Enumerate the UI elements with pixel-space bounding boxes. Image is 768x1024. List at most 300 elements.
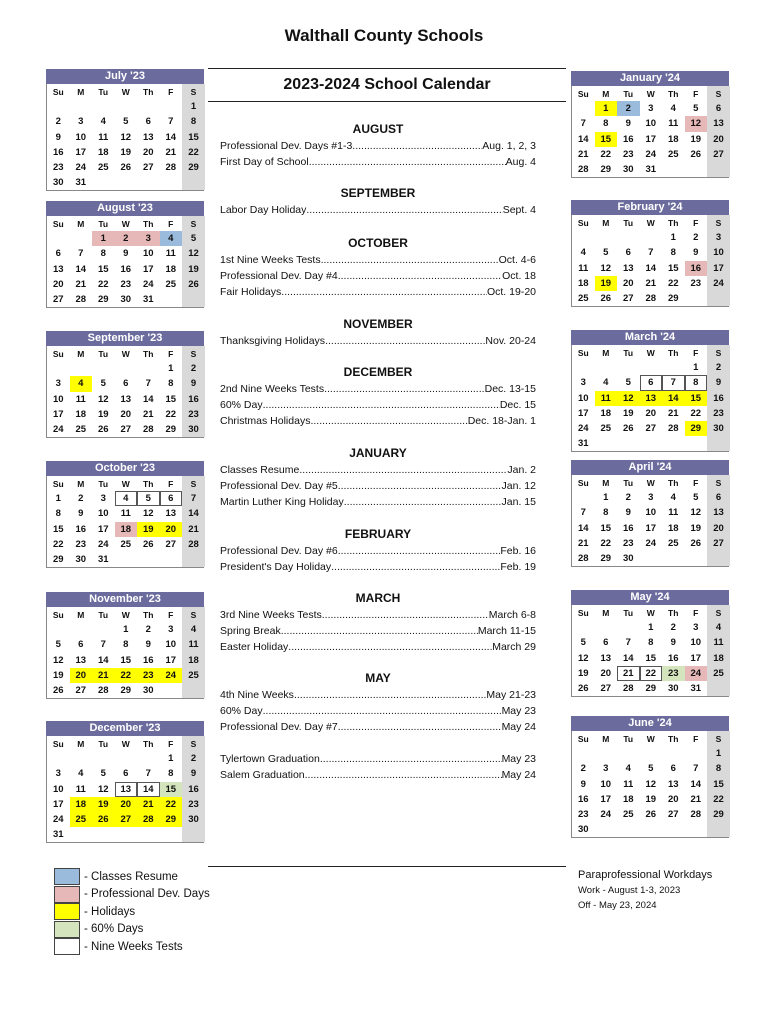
calendar-day: 20 [622,277,634,289]
calendar-day: 11 [595,391,618,406]
calendar-day: 3 [707,230,730,245]
empty-day [70,361,93,376]
weekday-header: S [182,216,205,231]
weekday-header: Th [143,86,154,97]
calendar-day: 9 [182,376,205,391]
empty-day [160,292,183,307]
month-grid [46,84,204,191]
empty-day [47,99,70,114]
calendar-day: 28 [182,537,205,552]
empty-day [595,746,618,761]
calendar-day: 25 [600,423,612,435]
para-work: Work - August 1-3, 2023 [578,885,681,896]
legend-swatch [54,868,80,885]
weekday-header: F [168,86,174,97]
calendar-day: 31 [690,683,702,695]
calendar-day: 16 [75,523,87,535]
calendar-day: 18 [577,277,589,289]
calendar-day: 29 [645,683,657,695]
calendar-day: 17 [52,408,64,420]
empty-day [595,822,618,837]
calendar-day: 3 [137,231,160,246]
calendar-day: 8 [100,248,106,260]
month-calendar [46,69,204,191]
calendar-day: 18 [667,133,679,145]
empty-day [707,162,730,177]
event-row [220,751,536,767]
calendar-day: 4 [580,247,586,259]
calendar-day: 18 [600,407,612,419]
weekday-header: M [77,348,85,359]
calendar-day: 7 [580,118,586,130]
weekday-header: Th [668,477,679,488]
calendar-day: 23 [707,406,730,421]
month-grid [46,346,204,438]
event-date: May 23 [501,705,536,717]
calendar-day: 29 [52,554,64,566]
weekday-header: Su [577,347,589,358]
calendar-day: 4 [182,622,205,637]
calendar-day: 26 [690,148,702,160]
event-section [220,444,536,510]
calendar-day: 12 [142,508,154,520]
calendar-day: 29 [685,421,708,436]
empty-day [595,360,618,375]
event-label: 60% Day [220,399,263,411]
dot-leader [344,494,502,510]
event-date: Feb. 19 [500,561,536,573]
calendar-day: 3 [648,103,654,115]
calendar-day: 21 [667,407,679,419]
month-title: April '24 [571,460,729,475]
calendar-day: 6 [123,768,129,780]
calendar-day: 25 [120,538,132,550]
calendar-day: 27 [142,162,154,174]
calendar-day: 1 [595,101,618,116]
event-date: Jan. 2 [507,464,536,476]
event-label: 60% Day [220,705,263,717]
calendar-day: 28 [577,553,589,565]
calendar-day: 24 [600,809,612,821]
calendar-day: 17 [52,798,64,810]
calendar-day: 19 [690,133,702,145]
calendar-day: 8 [685,375,708,390]
calendar-day: 20 [70,668,93,683]
calendar-day: 8 [603,507,609,519]
event-row [220,381,536,397]
calendar-day: 19 [622,407,634,419]
calendar-day: 7 [662,375,685,390]
calendar-day: 31 [645,164,657,176]
calendar-day: 12 [97,783,109,795]
dot-leader [281,623,478,639]
month-title: February '24 [571,200,729,215]
empty-day [137,751,160,766]
month-calendar [46,721,204,843]
event-section [220,363,536,429]
calendar-day: 21 [577,537,589,549]
dot-leader [305,767,502,783]
empty-day [92,751,115,766]
calendar-day: 1 [670,232,676,244]
calendar-day: 17 [142,263,154,275]
calendar-day: 2 [625,492,631,504]
empty-day [92,622,115,637]
calendar-day: 7 [648,247,654,259]
calendar-day: 12 [685,116,708,131]
weekday-header: Th [143,478,154,489]
weekday-header: M [602,477,610,488]
empty-day [70,751,93,766]
month-title: March '24 [571,330,729,345]
calendar-day: 29 [182,160,205,175]
calendar-day: 19 [690,522,702,534]
calendar-day: 19 [645,793,657,805]
legend-item [54,938,210,956]
calendar-day: 18 [115,522,138,537]
calendar-day: 2 [115,231,138,246]
dot-leader [325,333,485,349]
dot-leader [322,607,489,623]
paraprofessional-workdays [578,868,712,913]
empty-day [70,99,93,114]
weekday-header: F [693,733,699,744]
calendar-day: 27 [165,538,177,550]
month-grid [571,215,729,307]
calendar-day: 9 [707,375,730,390]
weekday-header: S [182,607,205,622]
calendar-day: 16 [622,522,634,534]
calendar-day: 25 [667,148,679,160]
month-title: May '24 [571,590,729,605]
calendar-day: 12 [690,507,702,519]
calendar-day: 24 [707,276,730,291]
calendar-day: 14 [97,654,109,666]
calendar-day: 23 [75,538,87,550]
event-row [220,607,536,623]
event-date: Dec. 13-15 [484,383,536,395]
dot-leader [309,154,506,170]
calendar-day: 15 [707,777,730,792]
dot-leader [281,284,487,300]
empty-day [640,230,663,245]
calendar-day: 24 [52,424,64,436]
month-title: December '23 [46,721,204,736]
weekday-header: S [707,86,730,101]
calendar-day: 26 [577,683,589,695]
empty-day [115,827,138,842]
empty-day [662,436,685,451]
calendar-title: 2023-2024 School Calendar [283,76,491,93]
calendar-day: 21 [617,666,640,681]
calendar-day: 10 [75,131,87,143]
weekday-header: Tu [623,347,634,358]
calendar-day: 13 [707,505,730,520]
weekday-header: M [77,738,85,749]
weekday-header: M [602,607,610,618]
event-row [220,543,536,559]
weekday-header: S [707,345,730,360]
event-section [220,525,536,575]
month-title: July '23 [46,69,204,84]
month-calendar [571,200,729,307]
calendar-day: 7 [693,763,699,775]
month-calendar [46,201,204,308]
empty-day [662,746,685,761]
calendar-day: 8 [648,637,654,649]
calendar-day: 29 [160,812,183,827]
calendar-day: 22 [97,278,109,290]
calendar-day: 2 [580,763,586,775]
calendar-day: 7 [168,116,174,128]
calendar-day: 30 [52,177,64,189]
event-date: March 11-15 [477,625,536,637]
event-label: Professional Dev. Day #7 [220,721,338,733]
calendar-day: 25 [182,668,205,683]
empty-day [685,551,708,566]
calendar-day: 13 [115,782,138,797]
month-calendar [46,331,204,438]
district-title: Walthall County Schools [284,26,484,45]
calendar-day: 23 [662,666,685,681]
section-heading: DECEMBER [343,365,413,379]
calendar-day: 20 [600,667,612,679]
event-label: 1st Nine Weeks Tests [220,254,321,266]
month-title: November '23 [46,592,204,607]
calendar-day: 27 [120,424,132,436]
weekday-header: F [168,348,174,359]
calendar-day: 7 [145,768,151,780]
weekday-header: Tu [623,733,634,744]
month-calendar [571,71,729,178]
calendar-day: 30 [577,824,589,836]
calendar-day: 6 [707,101,730,116]
event-label: First Day of School [220,156,309,168]
weekday-header: W [121,478,130,489]
calendar-day: 8 [603,118,609,130]
event-row [220,494,536,510]
calendar-day: 23 [690,277,702,289]
calendar-day: 9 [55,131,61,143]
calendar-day: 29 [97,294,109,306]
calendar-day: 25 [165,278,177,290]
calendar-day: 20 [142,146,154,158]
weekday-header: Su [52,478,64,489]
calendar-day: 26 [97,424,109,436]
calendar-day: 22 [667,277,679,289]
event-row [220,687,536,703]
weekday-header: F [693,88,699,99]
empty-day [595,620,618,635]
dot-leader [338,478,502,494]
calendar-day: 19 [92,797,115,812]
calendar-day: 29 [165,424,177,436]
calendar-day: 12 [617,391,640,406]
calendar-day: 8 [670,247,676,259]
empty-day [182,827,205,842]
legend-item [54,921,210,939]
empty-day [182,175,205,190]
empty-day [92,99,115,114]
empty-day [685,162,708,177]
empty-day [662,822,685,837]
calendar-day: 20 [645,407,657,419]
calendar-day: 19 [120,146,132,158]
calendar-day: 10 [97,508,109,520]
calendar-day: 24 [75,162,87,174]
calendar-day: 27 [75,685,87,697]
weekday-header: S [182,476,205,491]
calendar-day: 1 [182,99,205,114]
calendar-day: 19 [595,276,618,291]
weekday-header: Tu [98,348,109,359]
calendar-day: 16 [142,654,154,666]
event-row [220,202,536,218]
weekday-header: W [646,477,655,488]
weekday-header: W [121,218,130,229]
event-label: Martin Luther King Holiday [220,496,344,508]
calendar-day: 19 [52,669,64,681]
calendar-day: 21 [165,146,177,158]
weekday-header: S [182,84,205,99]
calendar-day: 5 [625,377,631,389]
calendar-day: 26 [142,538,154,550]
calendar-day: 1 [648,622,654,634]
calendar-day: 16 [182,782,205,797]
empty-day [160,552,183,567]
month-title: January '24 [571,71,729,86]
calendar-day: 15 [645,652,657,664]
calendar-day: 16 [52,146,64,158]
calendar-day: 14 [142,393,154,405]
event-label: Spring Break [220,625,281,637]
calendar-day: 20 [120,408,132,420]
calendar-day: 26 [182,277,205,292]
calendar-day: 1 [168,753,174,765]
calendar-day: 6 [670,763,676,775]
empty-day [640,551,663,566]
calendar-day: 23 [182,797,205,812]
event-date: March 29 [492,641,536,653]
empty-day [617,230,640,245]
weekday-header: W [646,217,655,228]
month-grid [46,607,204,699]
calendar-day: 9 [670,637,676,649]
section-heading: AUGUST [352,122,404,136]
calendar-day: 14 [182,506,205,521]
calendar-day: 10 [645,507,657,519]
calendar-day: 7 [100,639,106,651]
weekday-header: Su [52,738,64,749]
calendar-day: 8 [168,378,174,390]
calendar-day: 13 [142,131,154,143]
event-section [220,315,536,349]
calendar-day: 7 [145,378,151,390]
calendar-day: 8 [182,114,205,129]
weekday-header: W [121,738,130,749]
empty-day [640,822,663,837]
month-title: June '24 [571,716,729,731]
event-row [220,154,536,170]
calendar-day: 30 [120,294,132,306]
calendar-day: 22 [52,538,64,550]
calendar-day: 24 [577,423,589,435]
calendar-day: 5 [123,116,129,128]
weekday-header: S [707,731,730,746]
calendar-day: 22 [707,792,730,807]
calendar-day: 19 [577,667,589,679]
calendar-day: 10 [600,778,612,790]
event-section [220,589,536,655]
calendar-day: 2 [182,361,205,376]
legend-item [54,886,210,904]
calendar-day: 27 [707,147,730,162]
empty-day [572,360,595,375]
calendar-day: 20 [160,522,183,537]
dot-leader [331,559,500,575]
weekday-header: W [121,348,130,359]
empty-day [640,360,663,375]
calendar-day: 17 [600,793,612,805]
empty-day [115,751,138,766]
empty-day [572,620,595,635]
dot-leader [324,381,485,397]
calendar-day: 30 [182,812,205,827]
calendar-day: 13 [52,263,64,275]
section-heading: FEBRUARY [344,527,412,541]
event-row [220,559,536,575]
calendar-day: 7 [182,491,205,506]
weekday-header: Th [143,609,154,620]
event-section [220,234,536,300]
calendar-day: 14 [577,522,589,534]
weekday-header: Tu [98,738,109,749]
calendar-day: 22 [165,408,177,420]
calendar-day: 5 [100,768,106,780]
calendar-day: 4 [115,491,138,506]
calendar-day: 16 [120,263,132,275]
event-label: Easter Holiday [220,641,289,653]
weekday-header: F [168,478,174,489]
event-label: 3rd Nine Weeks Tests [220,609,322,621]
weekday-header: Su [52,86,64,97]
weekday-header: M [77,478,85,489]
calendar-day: 18 [667,522,679,534]
dot-leader [263,703,502,719]
calendar-day: 17 [75,146,87,158]
calendar-day: 26 [690,537,702,549]
calendar-day: 6 [707,490,730,505]
weekday-header: Su [577,477,589,488]
legend-swatch [54,903,80,920]
weekday-header: W [121,609,130,620]
calendar-day: 23 [120,278,132,290]
calendar-day: 5 [55,639,61,651]
empty-day [572,490,595,505]
calendar-day: 27 [115,812,138,827]
calendar-day: 27 [622,293,634,305]
calendar-day: 14 [165,131,177,143]
calendar-day: 20 [115,797,138,812]
calendar-day: 1 [92,231,115,246]
weekday-header: F [693,607,699,618]
empty-day [707,681,730,696]
calendar-day: 15 [52,523,64,535]
calendar-day: 21 [75,278,87,290]
weekday-header: Th [668,217,679,228]
calendar-day: 4 [625,763,631,775]
event-label: President's Day Holiday [220,561,332,573]
